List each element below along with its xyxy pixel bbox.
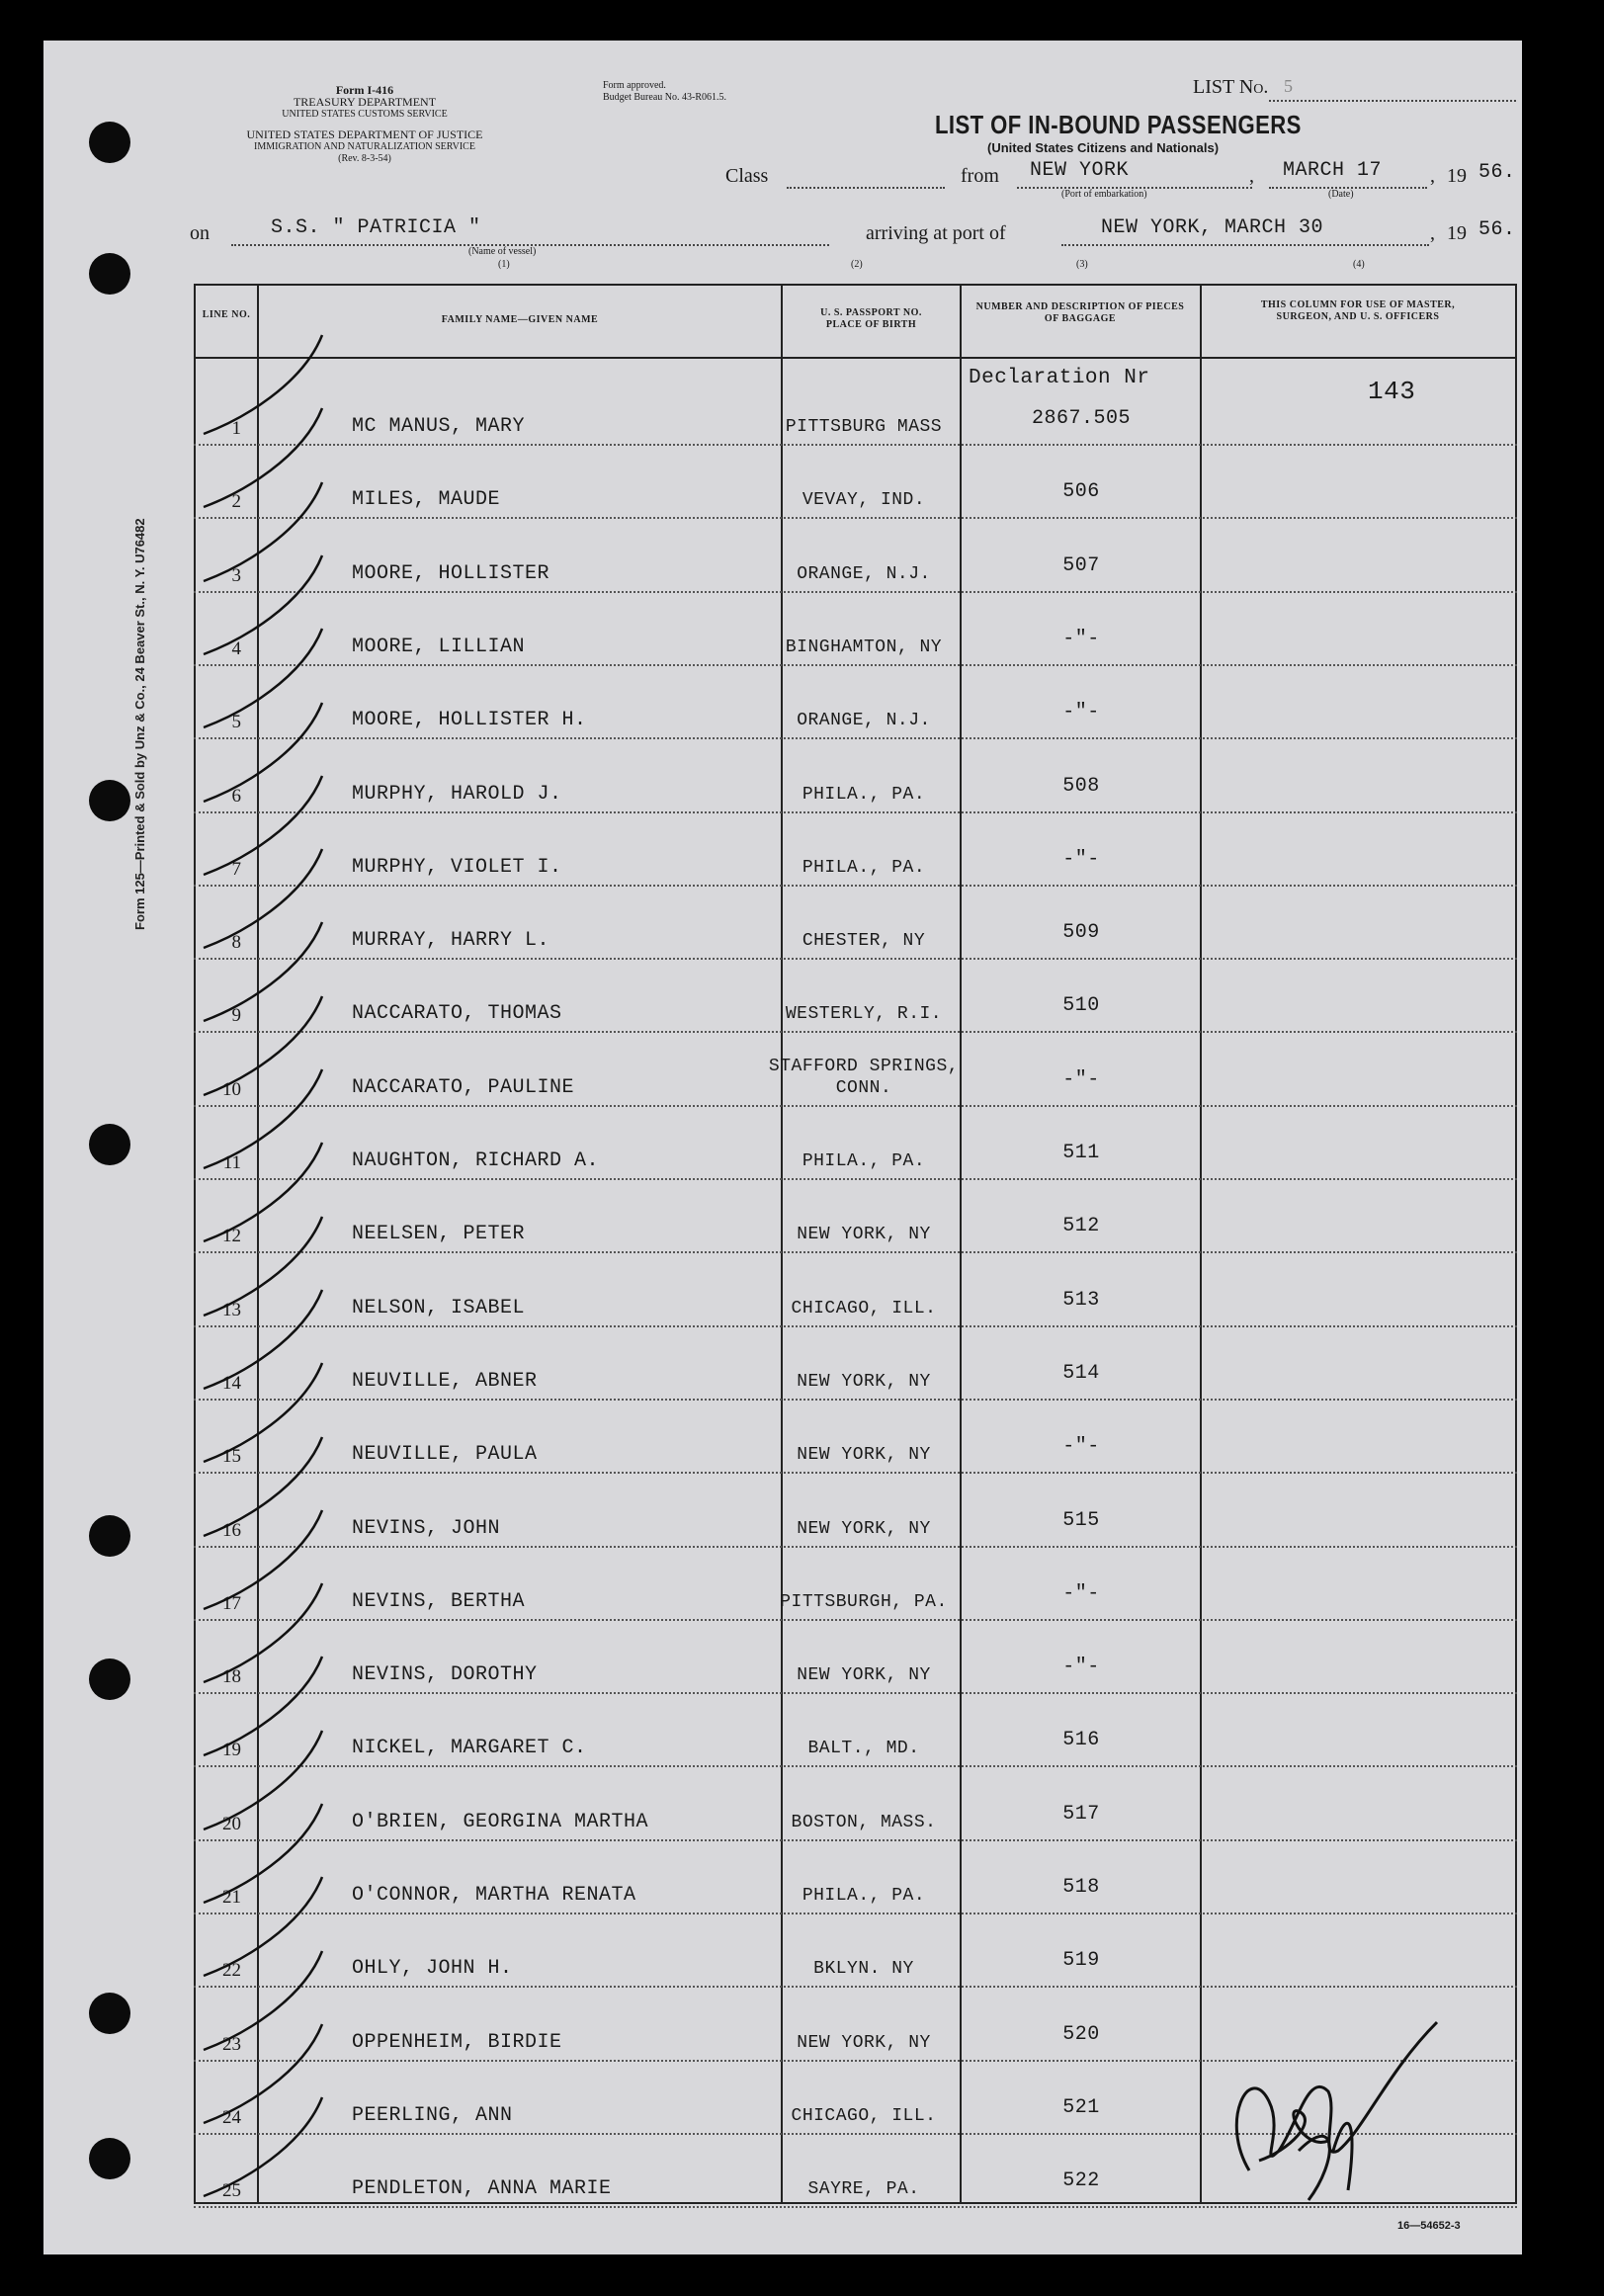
table-row — [194, 1327, 1517, 1401]
table-row — [194, 1548, 1517, 1621]
from-date-caption: (Date) — [1328, 189, 1354, 200]
line-number: 18 — [222, 1666, 241, 1688]
document-page: Form 125—Printed & Sold by Unz & Co., 24 Beaver St., N. Y. U76482 Form I-416 TREASURY DEPARTMENT UNITED STATES CUSTOMS SERVICE UNITED STATES DEPARTMENT OF JUSTICE IMMIGRATION AND NATURALIZATION SERVICE (Rev. 8-3-54) Form approved. Budget Bureau No. 43-R061.5. LIST No. 5 LIST OF IN-BOUND PASSENGERS (United States Citizens and Nationals) Class from NEW YORK (Port of embarkation) , MARCH 17 (Date) , 19 56. on S.S. " PATRICIA " (Name of vessel) arriving at port of NEW YORK, MARCH 30 , 19 56. (1) (2) (3) (4) LINE NO. FAMILY NAME—GIVEN NAME U. S. PASSPORT NO. PLACE OF BIRTH NUMBER AND DESCRIPTION OF PIECES OF BAGGAGE THIS COLUMN FOR USE OF MASTER, SURGEON, AND U. S. OFFICERS Declaration Nr 143 1 MC MANUS, MARY PITTSBURG MASS 2867.505 2 MILES, MAUDE VEVAY, IND. 506 3 MOORE, HOLLISTER ORANGE, N.J. 507 4 MOORE, LILLIAN BINGHAMTON, NY -"- 5 MOORE, HOLLISTER H. ORANGE, N.J. -"- 6 MURPHY, HAROLD J. PHILA., PA. 508 7 MURPHY, VIOLET I. PHILA., PA. -"- 8 MURRAY, HARRY L. CHESTER, NY 509 9 NACCARATO, THOMAS WESTERLY, R.I. 510 10 NACCARATO, PAULINE STAFFORD SPRINGS, CONN. -"- 11 NAUGHTON, RICHARD A. PHILA., PA. 511 12 NEELSEN, PETER NEW YORK, NY 512 13 NELSON, ISABEL CHICAGO, ILL. 513 14 NEUVILLE, ABNER NEW YORK, NY 514 15 NEUVILLE, PAULA NEW YORK, NY -"- 16 NEVINS, JOHN NEW YORK, NY 515 17 NEVINS, BERTHA PITTSBURGH, PA. -"- 18 NEVINS, DOROTHY NEW YORK, NY -"- 19 NICKEL, MARGARET C. BALT., MD. 516 20 O'BRIEN, GEORGINA MARTHA BOSTON, MASS. 517 21 O'CONNOR, MARTHA RENATA PHILA., PA. 518 22 OHLY, JOHN H. BKLYN. NY 519 23 OPPENHEIM, BIRDIE NEW YORK, NY 520 24 PEERLING, ANN CHICAGO, ILL. 521 25 PENDLETON, ANNA MARIE SAYRE, PA. 522 16—54652-3 — [43, 41, 1522, 2254]
line-number: 19 — [222, 1740, 241, 1761]
place-of-birth: PHILA., PA. — [802, 784, 926, 805]
place-of-birth: NEW YORK, NY — [797, 1665, 931, 1686]
table-row — [194, 1180, 1517, 1253]
line-number: 17 — [222, 1592, 241, 1614]
passenger-name: MURPHY, HAROLD J. — [352, 782, 562, 806]
place-of-birth: CHESTER, NY — [802, 931, 926, 952]
passenger-name: NEVINS, DOROTHY — [352, 1663, 538, 1687]
passenger-name: NEUVILLE, ABNER — [352, 1369, 538, 1393]
line-number: 16 — [222, 1519, 241, 1541]
budget-bureau: Budget Bureau No. 43-R061.5. — [603, 92, 726, 103]
punch-hole — [89, 253, 130, 295]
dept-immigration: IMMIGRATION AND NATURALIZATION SERVICE — [254, 141, 475, 152]
place-of-birth: SAYRE, PA. — [807, 2179, 920, 2200]
line-number: 23 — [222, 2033, 241, 2055]
line-number: 1 — [231, 418, 241, 439]
passenger-name: NICKEL, MARGARET C. — [352, 1737, 587, 1760]
arriving-label: arriving at port of — [866, 222, 1006, 244]
table-row — [194, 1401, 1517, 1474]
line-number: 25 — [222, 2180, 241, 2202]
check-mark — [194, 2087, 332, 2206]
place-of-birth: WESTERLY, R.I. — [785, 1004, 943, 1025]
list-no: 5 — [1284, 76, 1293, 96]
table-row — [194, 887, 1517, 960]
passenger-name: NEELSEN, PETER — [352, 1223, 526, 1246]
line-number: 20 — [222, 1813, 241, 1834]
on-label: on — [190, 222, 210, 244]
passenger-name: O'BRIEN, GEORGINA MARTHA — [352, 1810, 649, 1833]
passenger-name: NELSON, ISABEL — [352, 1296, 526, 1319]
baggage-number: -"- — [1062, 627, 1100, 650]
baggage-number: 515 — [1062, 1508, 1100, 1532]
baggage-number: 512 — [1062, 1215, 1100, 1238]
year-prefix-2: 19 — [1447, 222, 1467, 244]
form-approved: Form approved. — [603, 80, 666, 91]
table-row — [194, 1621, 1517, 1694]
line-number: 6 — [231, 785, 241, 807]
page-title: LIST OF IN-BOUND PASSENGERS — [935, 110, 1302, 139]
passenger-name: NAUGHTON, RICHARD A. — [352, 1149, 600, 1172]
baggage-number: 510 — [1062, 994, 1100, 1018]
line-number: 12 — [222, 1226, 241, 1247]
passenger-name: NACCARATO, PAULINE — [352, 1075, 575, 1099]
baggage-number: 511 — [1062, 1142, 1100, 1164]
form-number: Form I-416 — [335, 83, 394, 97]
passenger-name: MOORE, LILLIAN — [352, 635, 526, 658]
line-number: 2 — [231, 491, 241, 513]
list-no-label: LIST No. — [1193, 76, 1269, 98]
place-of-birth: ORANGE, N.J. — [797, 711, 931, 731]
passenger-name: NEVINS, JOHN — [352, 1516, 501, 1540]
baggage-number: 520 — [1062, 2022, 1100, 2046]
col-num-1: (1) — [498, 259, 510, 270]
punch-hole — [89, 2138, 130, 2179]
passenger-name: PENDLETON, ANNA MARIE — [352, 2177, 612, 2201]
passenger-name: NEUVILLE, PAULA — [352, 1443, 538, 1467]
baggage-number: 521 — [1062, 2095, 1100, 2119]
table-row — [194, 1768, 1517, 1841]
revision: (Rev. 8-3-54) — [338, 153, 391, 164]
table-row — [194, 1914, 1517, 1988]
punch-hole — [89, 1124, 130, 1165]
table-row — [194, 1475, 1517, 1548]
table-row — [194, 740, 1517, 813]
line-number: 4 — [231, 638, 241, 659]
line-number: 10 — [222, 1078, 241, 1100]
place-of-birth: CHICAGO, ILL. — [791, 2105, 937, 2126]
place-of-birth: NEW YORK, NY — [797, 1371, 931, 1392]
from-label: from — [961, 165, 999, 187]
baggage-number: 507 — [1062, 553, 1100, 577]
line-number: 24 — [222, 2106, 241, 2128]
from-port: NEW YORK — [1030, 159, 1130, 182]
baggage-number: 516 — [1062, 1729, 1100, 1752]
place-of-birth: NEW YORK, NY — [797, 1518, 931, 1539]
place-of-birth: STAFFORD SPRINGS, CONN. — [768, 1056, 960, 1098]
baggage-number: 518 — [1062, 1876, 1100, 1899]
table-row — [194, 446, 1517, 519]
passenger-name: PEERLING, ANN — [352, 2103, 513, 2127]
line-number: 9 — [231, 1005, 241, 1027]
punch-hole — [89, 780, 130, 821]
baggage-number: 2867.505 — [1031, 407, 1131, 430]
baggage-number: 517 — [1062, 1802, 1100, 1826]
punch-hole — [89, 122, 130, 163]
place-of-birth: BOSTON, MASS. — [791, 1812, 937, 1832]
place-of-birth: PITTSBURGH, PA. — [780, 1591, 948, 1612]
line-number: 13 — [222, 1299, 241, 1320]
place-of-birth: PHILA., PA. — [802, 1886, 926, 1906]
baggage-number: -"- — [1062, 701, 1100, 724]
vessel-caption: (Name of vessel) — [468, 246, 537, 257]
place-of-birth: NEW YORK, NY — [797, 2032, 931, 2053]
passenger-name: MURPHY, VIOLET I. — [352, 855, 562, 879]
line-number: 8 — [231, 932, 241, 954]
baggage-number: 513 — [1062, 1288, 1100, 1312]
baggage-number: 519 — [1062, 1949, 1100, 1973]
dept-justice: UNITED STATES DEPARTMENT OF JUSTICE — [246, 128, 483, 141]
passenger-name: MC MANUS, MARY — [352, 415, 526, 438]
dept-customs: UNITED STATES CUSTOMS SERVICE — [282, 109, 448, 120]
baggage-number: 508 — [1062, 774, 1100, 798]
place-of-birth: BKLYN. NY — [813, 1959, 914, 1980]
col-num-4: (4) — [1353, 259, 1365, 270]
line-number: 5 — [231, 712, 241, 733]
passenger-name: MOORE, HOLLISTER — [352, 561, 550, 585]
passenger-name: NACCARATO, THOMAS — [352, 1002, 562, 1026]
place-of-birth: PHILA., PA. — [802, 1151, 926, 1171]
baggage-number: -"- — [1062, 1435, 1100, 1459]
place-of-birth: NEW YORK, NY — [797, 1445, 931, 1466]
line-number: 14 — [222, 1372, 241, 1394]
table-row — [194, 1034, 1517, 1107]
printer-imprint: Form 125—Printed & Sold by Unz & Co., 24 Beaver St., N. Y. U76482 — [132, 518, 147, 930]
col-num-2: (2) — [851, 259, 863, 270]
punch-hole — [89, 1515, 130, 1557]
table-row — [194, 1841, 1517, 1914]
col-num-3: (3) — [1076, 259, 1088, 270]
place-of-birth: NEW YORK, NY — [797, 1225, 931, 1245]
table-row — [194, 813, 1517, 887]
table-row — [194, 960, 1517, 1033]
passenger-name: NEVINS, BERTHA — [352, 1589, 526, 1613]
place-of-birth: PHILA., PA. — [802, 857, 926, 878]
page-subtitle: (United States Citizens and Nationals) — [987, 140, 1220, 155]
baggage-number: 522 — [1062, 2169, 1100, 2193]
punch-hole — [89, 1993, 130, 2034]
declaration-label: Declaration Nr — [969, 367, 1150, 389]
table-row — [194, 593, 1517, 666]
place-of-birth: VEVAY, IND. — [802, 490, 926, 511]
col-header-name: FAMILY NAME—GIVEN NAME — [441, 314, 599, 325]
from-date: MARCH 17 — [1283, 159, 1383, 182]
place-of-birth: BALT., MD. — [807, 1739, 920, 1759]
table-row — [194, 520, 1517, 593]
col-header-line-no: LINE NO. — [202, 309, 251, 320]
baggage-number: 506 — [1062, 480, 1100, 504]
table-top-border — [194, 284, 1517, 286]
footer-code: 16—54652-3 — [1397, 2220, 1461, 2232]
place-of-birth: CHICAGO, ILL. — [791, 1298, 937, 1318]
line-number: 7 — [231, 858, 241, 880]
col-header-baggage: NUMBER AND DESCRIPTION OF PIECES OF BAGGAGE — [975, 301, 1185, 324]
passenger-name: OPPENHEIM, BIRDIE — [352, 2030, 562, 2054]
vessel-name: S.S. " PATRICIA " — [271, 216, 481, 239]
line-number: 21 — [222, 1887, 241, 1908]
baggage-number: 509 — [1062, 921, 1100, 945]
officer-signature — [1190, 2002, 1447, 2210]
col-header-passport: U. S. PASSPORT NO. PLACE OF BIRTH — [820, 307, 922, 330]
place-of-birth: ORANGE, N.J. — [797, 563, 931, 584]
dept-treasury: TREASURY DEPARTMENT — [293, 95, 437, 109]
punch-hole — [89, 1658, 130, 1700]
officer-number: 143 — [1368, 377, 1416, 406]
arrival-year: 56. — [1478, 218, 1516, 241]
passenger-name: MILES, MAUDE — [352, 488, 501, 512]
from-port-caption: (Port of embarkation) — [1061, 189, 1147, 200]
year-prefix: 19 — [1447, 165, 1467, 187]
class-label: Class — [725, 165, 769, 187]
passenger-name: MOORE, HOLLISTER H. — [352, 709, 587, 732]
baggage-number: -"- — [1062, 1656, 1100, 1679]
baggage-number: -"- — [1062, 847, 1100, 871]
line-number: 22 — [222, 1960, 241, 1982]
passenger-name: O'CONNOR, MARTHA RENATA — [352, 1884, 636, 1907]
from-year: 56. — [1478, 161, 1516, 184]
table-row — [194, 1694, 1517, 1767]
place-of-birth: BINGHAMTON, NY — [785, 637, 943, 657]
arrival-port-date: NEW YORK, MARCH 30 — [1101, 216, 1324, 239]
table-row — [194, 666, 1517, 739]
col-header-officers: THIS COLUMN FOR USE OF MASTER, SURGEON, AND U. S. OFFICERS — [1260, 299, 1456, 322]
table-row — [194, 373, 1517, 446]
baggage-number: 514 — [1062, 1361, 1100, 1385]
line-number: 15 — [222, 1446, 241, 1468]
passenger-name: OHLY, JOHN H. — [352, 1957, 513, 1981]
line-number: 3 — [231, 564, 241, 586]
passenger-name: MURRAY, HARRY L. — [352, 929, 550, 953]
table-row — [194, 1107, 1517, 1180]
line-number: 11 — [222, 1152, 241, 1173]
baggage-number: -"- — [1062, 1067, 1100, 1091]
table-row — [194, 1254, 1517, 1327]
baggage-number: -"- — [1062, 1581, 1100, 1605]
place-of-birth: PITTSBURG MASS — [785, 417, 943, 437]
